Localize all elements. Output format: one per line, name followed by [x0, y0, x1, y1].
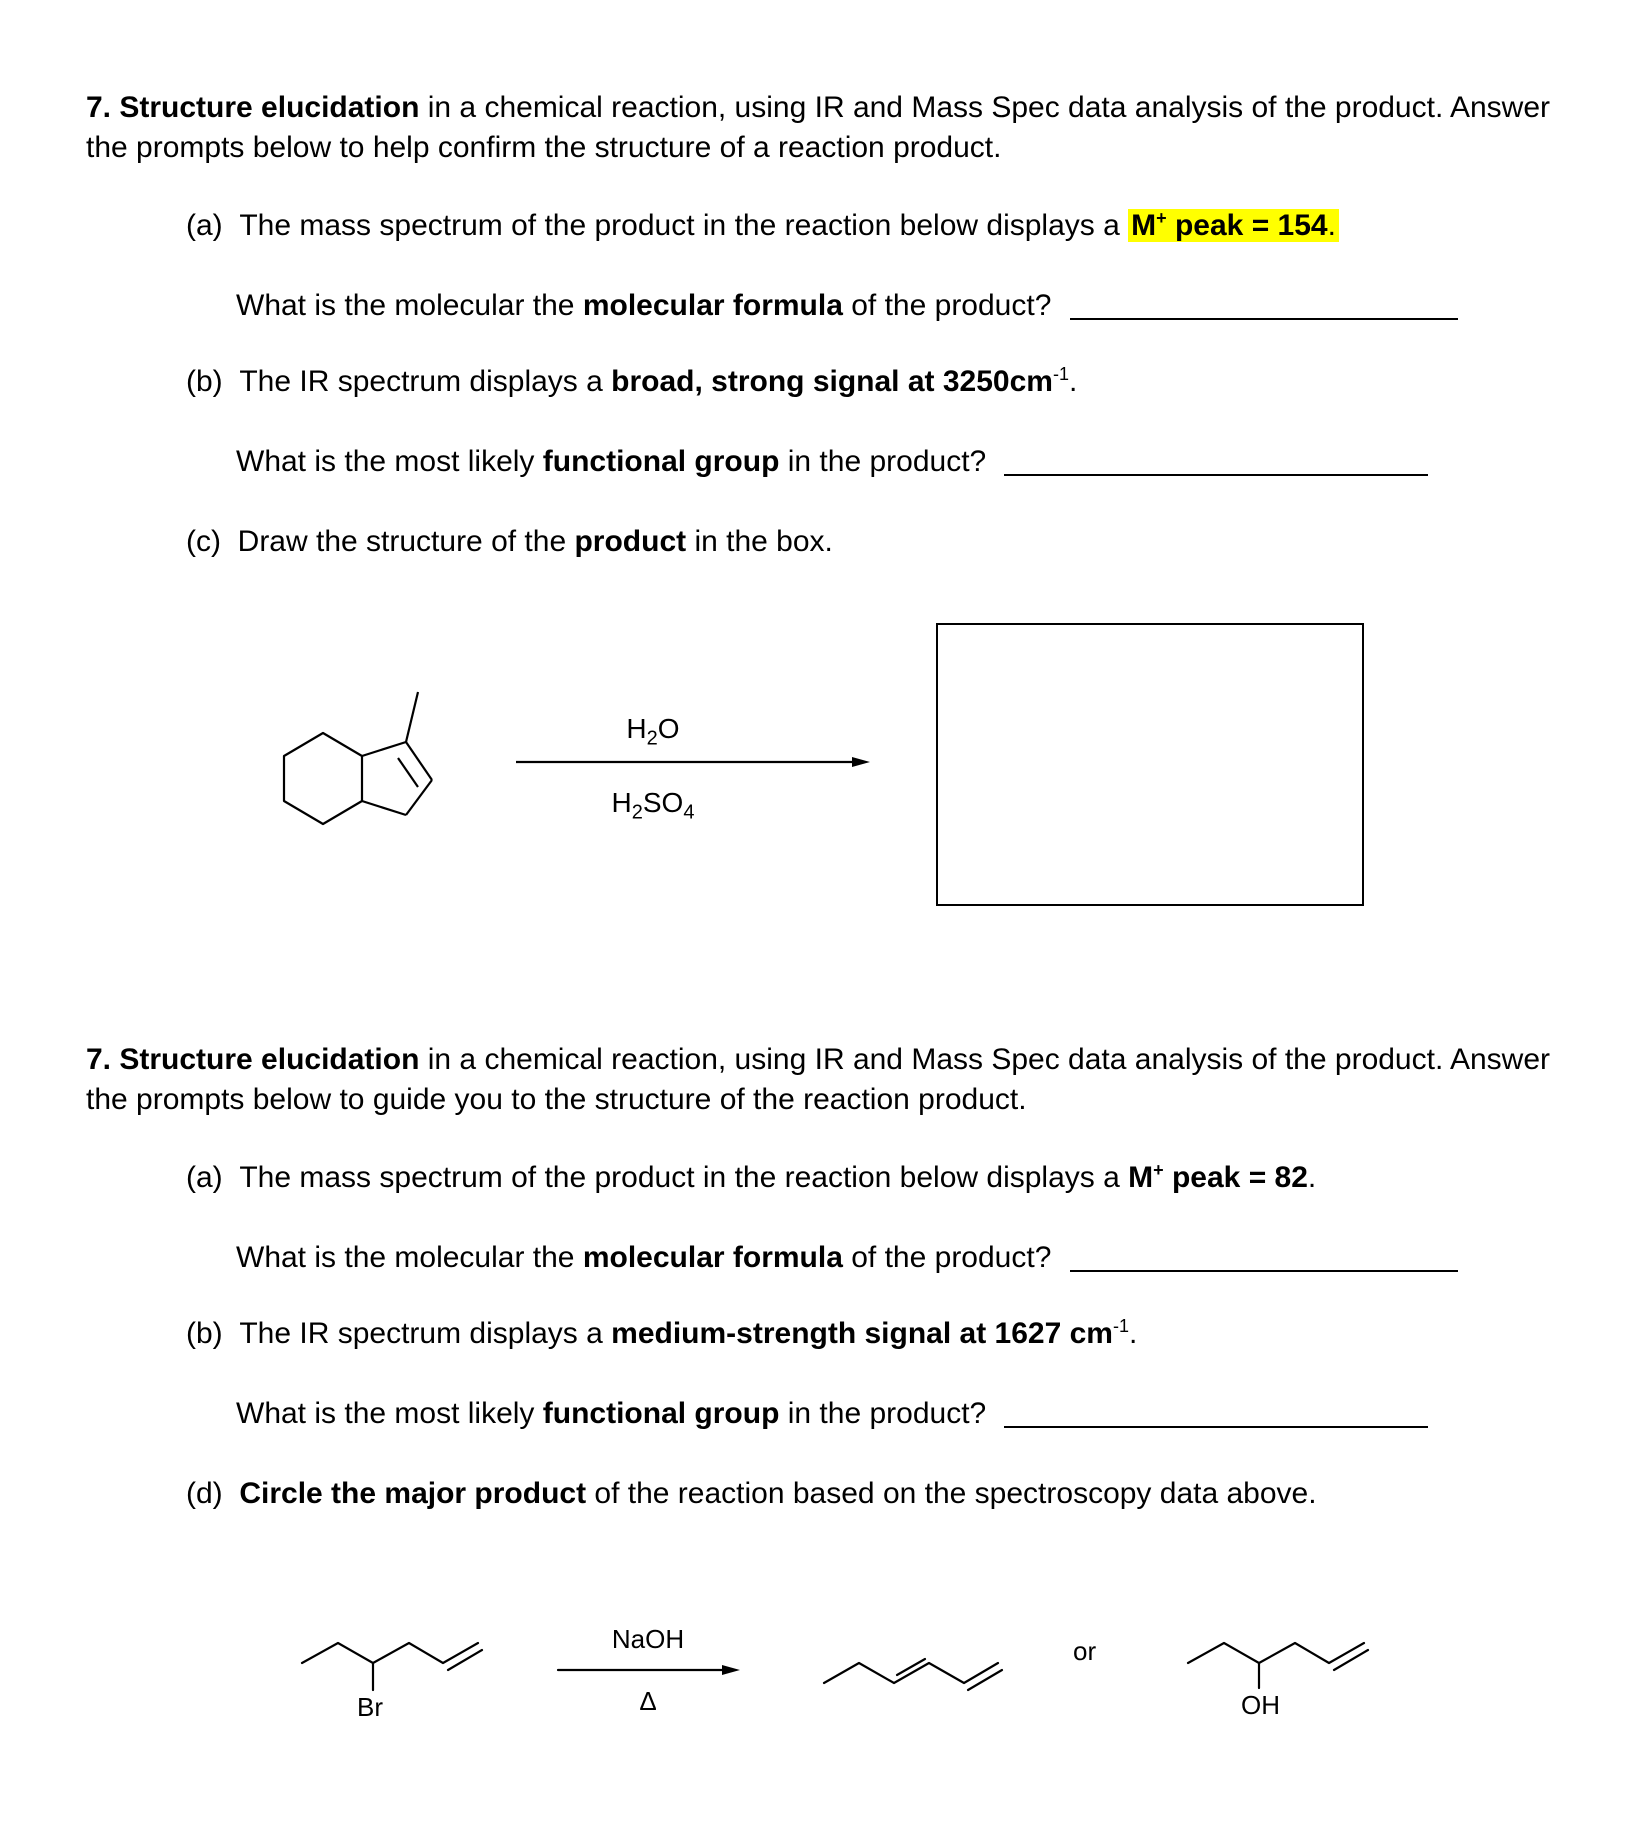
q2-b-label: (b)	[186, 1317, 223, 1350]
q1-reagent-top-sub: 2	[646, 727, 658, 750]
q2-b-question-pre: What is the most likely	[236, 1397, 543, 1430]
q1-b-text: The IR spectrum displays a	[239, 365, 612, 398]
q1-title-text: in a chemical reaction, using IR and Mass Spec data analysis of the product. Answer the prompts below to help confirm the structure of a reaction product.	[86, 91, 1551, 164]
q2-d-label: (d)	[186, 1477, 223, 1510]
q2-reaction-arrow-head	[722, 1665, 740, 1675]
q1-a-question-pre: What is the molecular the	[236, 289, 583, 322]
q2-peak-end: .	[1307, 1161, 1317, 1194]
q1-peak-sup: +	[1156, 208, 1167, 228]
q1-c-post: in the box.	[686, 525, 833, 558]
q1-reagent-bottom-a: H	[611, 787, 632, 818]
q2-product-choice-diene[interactable]	[824, 1659, 1002, 1690]
q2-a-text: The mass spectrum of the product in the reaction below displays a	[239, 1161, 1129, 1194]
q1-b-question-bold: functional group	[542, 445, 780, 478]
q1-title-bold: 7. Structure elucidation	[86, 91, 420, 124]
q2-reagent-naoh: NaOH	[611, 1624, 685, 1654]
q1-a-label: (a)	[186, 209, 223, 242]
q2-d-post: of the reaction based on the spectroscopy data above.	[586, 1477, 1317, 1510]
q1-reagent-bottom-b: SO	[642, 787, 684, 818]
q1-a-text: The mass spectrum of the product in the reaction below displays a	[239, 209, 1129, 242]
q1-reagent-bottom-sub2: 4	[683, 801, 695, 824]
q1-b-end: .	[1068, 365, 1078, 398]
q1-peak-m: M	[1131, 209, 1157, 242]
q1-reagent-top-b: O	[657, 713, 680, 744]
q2-a-label: (a)	[186, 1161, 223, 1194]
q2-reagent-heat: Δ	[639, 1686, 657, 1716]
q1-reagent-bottom-sub: 2	[631, 801, 643, 824]
q2-or-label: or	[1073, 1636, 1097, 1666]
q2-title-bold: 7. Structure elucidation	[86, 1043, 420, 1076]
q1-c-label: (c)	[186, 525, 221, 558]
q1-a-question-bold: molecular formula	[582, 289, 843, 322]
q2-b-end: .	[1128, 1317, 1138, 1350]
q2-product-choice-alcohol[interactable]	[1188, 1643, 1368, 1688]
q2-a-question-pre: What is the molecular the	[236, 1241, 583, 1274]
q2-a-question-bold: molecular formula	[582, 1241, 843, 1274]
q2-b-bold: medium-strength signal at 1627 cm	[611, 1317, 1113, 1350]
q2-d-bold: Circle the major product	[239, 1477, 587, 1510]
q2-peak-sup: +	[1153, 1160, 1164, 1180]
q2-reactant-bromine-label: Br	[357, 1692, 383, 1722]
q2-choice-hydroxyl-label: OH	[1241, 1690, 1280, 1720]
q1-c-bold: product	[574, 525, 687, 558]
q2-peak-m: M	[1128, 1161, 1154, 1194]
q2-peak-value: peak = 82	[1163, 1161, 1308, 1194]
q1-peak-value: peak = 154	[1166, 209, 1328, 242]
q1-c-pre: Draw the structure of the	[237, 525, 575, 558]
q1-b-bold: broad, strong signal at 3250cm	[611, 365, 1053, 398]
q1-b-sup: -1	[1052, 364, 1069, 384]
q1-reagent-top-a: H	[626, 713, 647, 744]
q2-b-question-bold: functional group	[542, 1397, 780, 1430]
q1-b-label: (b)	[186, 365, 223, 398]
q2-title-text: in a chemical reaction, using IR and Mass Spec data analysis of the product. Answer the prompts below to guide you to the structure of the reaction product.	[86, 1043, 1551, 1116]
q1-b-question-post: in the product?	[779, 445, 987, 478]
q2-b-sup: -1	[1112, 1316, 1129, 1336]
q1-b-question-pre: What is the most likely	[236, 445, 543, 478]
q1-a-question-post: of the product?	[842, 289, 1052, 322]
q2-reactant-structure	[302, 1643, 482, 1690]
q1-peak-end: .	[1327, 209, 1336, 242]
q2-a-question-post: of the product?	[842, 1241, 1052, 1274]
q2-b-question-post: in the product?	[779, 1397, 987, 1430]
q2-b-text: The IR spectrum displays a	[239, 1317, 612, 1350]
